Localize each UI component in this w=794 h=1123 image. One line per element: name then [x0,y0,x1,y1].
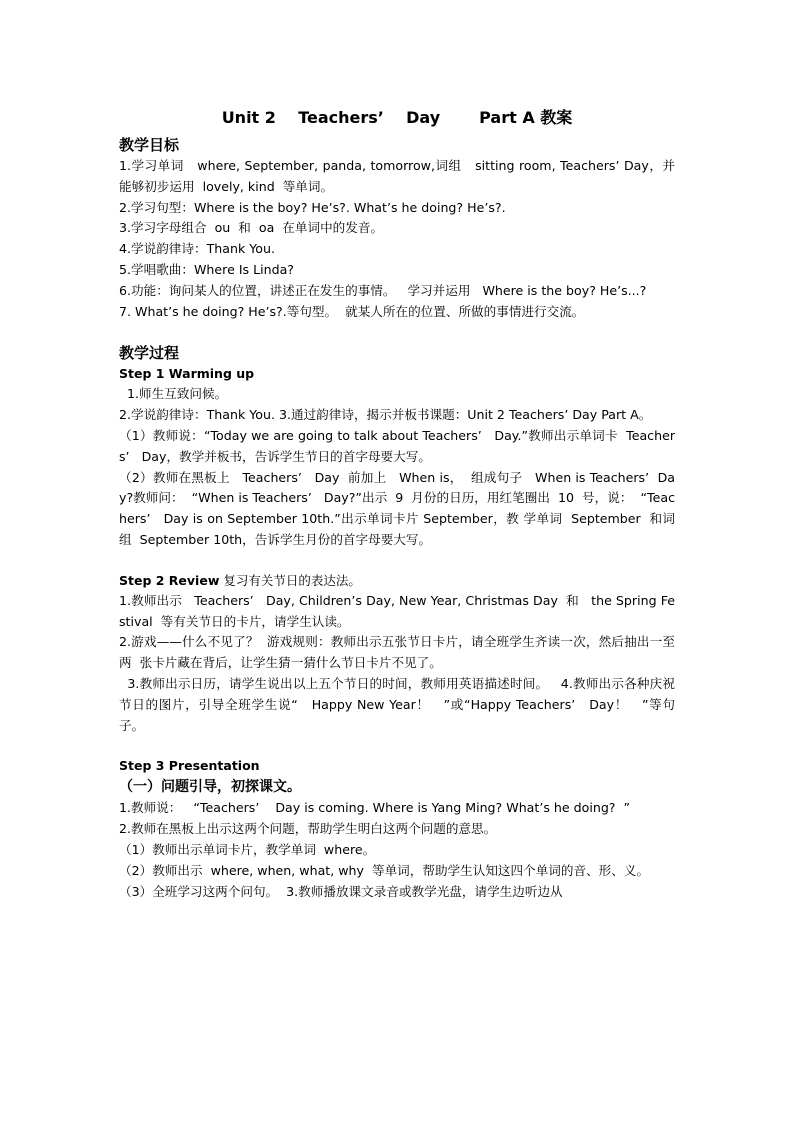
step3-line: （2）教师出示 where, when, what, why 等单词，帮助学生认知这四个单词的音、形、义。 [119,862,650,878]
step3-line: （3）全班学习这两个问句。 3.教师播放课文录音或教学光盘，请学生边听边从 [119,883,563,899]
objective-item: 4.学说韵律诗：Thank You. [119,241,275,257]
document-title: Unit 2 Teachers’ Day Part A 教案 [221,108,573,127]
step1-heading: Step 1 Warming up [119,366,255,382]
objective-item: 3.学习字母组合 ou 和 oa 在单词中的发音。 [119,220,384,236]
step3-subheading: （一）问题引导，初探课文。 [119,779,301,796]
step1-line: 1.师生互致问候。 [119,386,228,402]
objective-item: 7. What’s he doing? He’s?.等句型。 就某人所在的位置、所做的事情进行交流。 [119,303,585,319]
step1-line: （2）教师在黑板上 Teachers’ Day 前加上 When is， 组成句子 When is Teachers’ Day?教师问： “When is Teachers’ Day?”出示 9 月份的日历，用红笔圈出 10 号，说： “Teachers’ Day is on September 10th.”出示单词卡片 September，教 学单词 September 和词组 September 10th，告诉学生月份的首字母要大写。 [119,469,675,547]
objective-item: 5.学唱歌曲：Where Is Linda? [119,261,294,277]
objectives-heading: 教学目标 [119,136,180,154]
objective-item: 1.学习单词 where, September, panda, tomorrow,词组 sitting room, Teachers’ Day，并能够初步运用 lovely, kind 等单词。 [119,158,675,194]
document-page [119,106,675,902]
objective-item: 2.学习句型：Where is the boy? He’s?. What’s he doing? He’s?. [119,199,506,215]
step3-heading: Step 3 Presentation [119,758,260,774]
step2-line: 3.教师出示日历，请学生说出以上五个节日的时间，教师用英语描述时间。 4.教师出示各种庆祝节日的图片，引导全班学生说“ Happy New Year！ ”或“Happy Teachers’ Day！ ”等句子。 [119,675,675,733]
step3-line: 1.教师说： “Teachers’ Day is coming. Where is Yang Ming? What’s he doing? ” [119,800,631,816]
step3-line: （1）教师出示单词卡片，教学单词 where。 [119,841,376,857]
step1-line: 2.学说韵律诗：Thank You. 3.通过韵律诗，揭示并板书课题：Unit 2 Teachers’ Day Part A。 [119,407,652,423]
step1-line: （1）教师说：“Today we are going to talk about Teachers’ Day.”教师出示单词卡 Teachers’ Day，教学并板书，告诉学生节日的首字母要大写。 [119,427,675,464]
step2-line: 1.教师出示 Teachers’ Day, Children’s Day, New Year, Christmas Day 和 the Spring Festival 等有关节日的卡片，请学生认读。 [119,592,675,629]
step2-heading-title: Step 2 Review [119,572,220,588]
step2-line: 2.游戏——什么不见了？ 游戏规则：教师出示五张节日卡片，请全班学生齐读一次，然后抽出一至两 张卡片藏在背后，让学生猜一猜什么节日卡片不见了。 [119,634,675,671]
step2-heading [119,571,675,591]
step3-line: 2.教师在黑板上出示这两个问题，帮助学生明白这两个问题的意思。 [119,821,497,837]
process-heading: 教学过程 [119,344,180,363]
objective-item: 6.功能：询问某人的位置，讲述正在发生的事情。 学习并运用 Where is the boy? He’s...? [119,282,647,298]
step2-heading-desc: 复习有关节日的表达法。 [219,572,361,588]
